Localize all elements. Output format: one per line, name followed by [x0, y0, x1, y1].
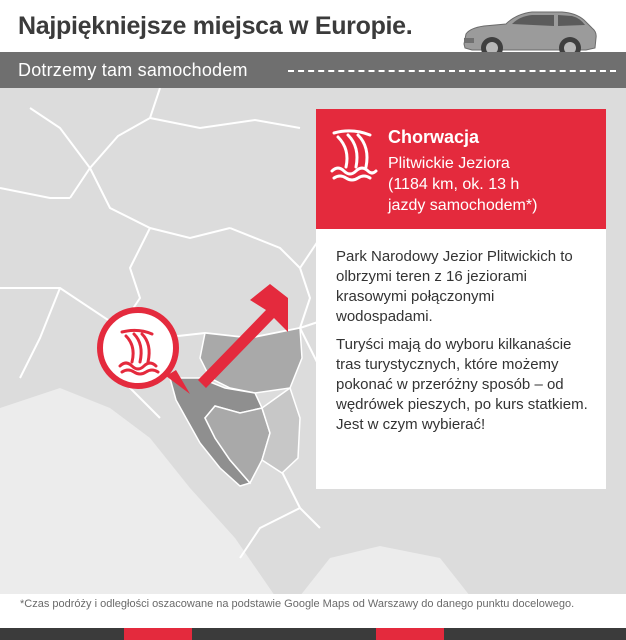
- page-title: Najpiękniejsze miejsca w Europie.: [18, 12, 413, 40]
- strip-accent-1: [124, 628, 192, 640]
- strip-accent-2: [376, 628, 444, 640]
- dashed-divider: [288, 70, 616, 72]
- description-paragraph-1: Park Narodowy Jezior Plitwickich to olbrzymi teren z 16 jeziorami krasowymi połączonymi wodospadami.: [336, 248, 573, 325]
- travel-time: jazdy samochodem*): [388, 197, 538, 214]
- footnote: *Czas podróży i odległości oszacowane na podstawie Google Maps od Warszawy do danego punktu docelowego.: [20, 598, 575, 610]
- country-name: Chorwacja: [388, 127, 480, 147]
- place-name: Plitwickie Jeziora: [388, 155, 510, 172]
- destination-details: [388, 153, 598, 216]
- description-paragraph-2: Turyści mają do wyboru kilkanaście tras turystycznych, które możemy pokonać w przeróżny sposób – od wędrówek pieszych, po kurs statkiem. Jest w czym wybierać!: [336, 336, 588, 433]
- subtitle: Dotrzemy tam samochodem: [18, 60, 248, 80]
- info-card: [316, 109, 606, 489]
- waterfall-icon: [326, 127, 382, 183]
- travel-distance: (1184 km, ok. 13 h: [388, 176, 520, 193]
- bottom-strip: [0, 628, 626, 640]
